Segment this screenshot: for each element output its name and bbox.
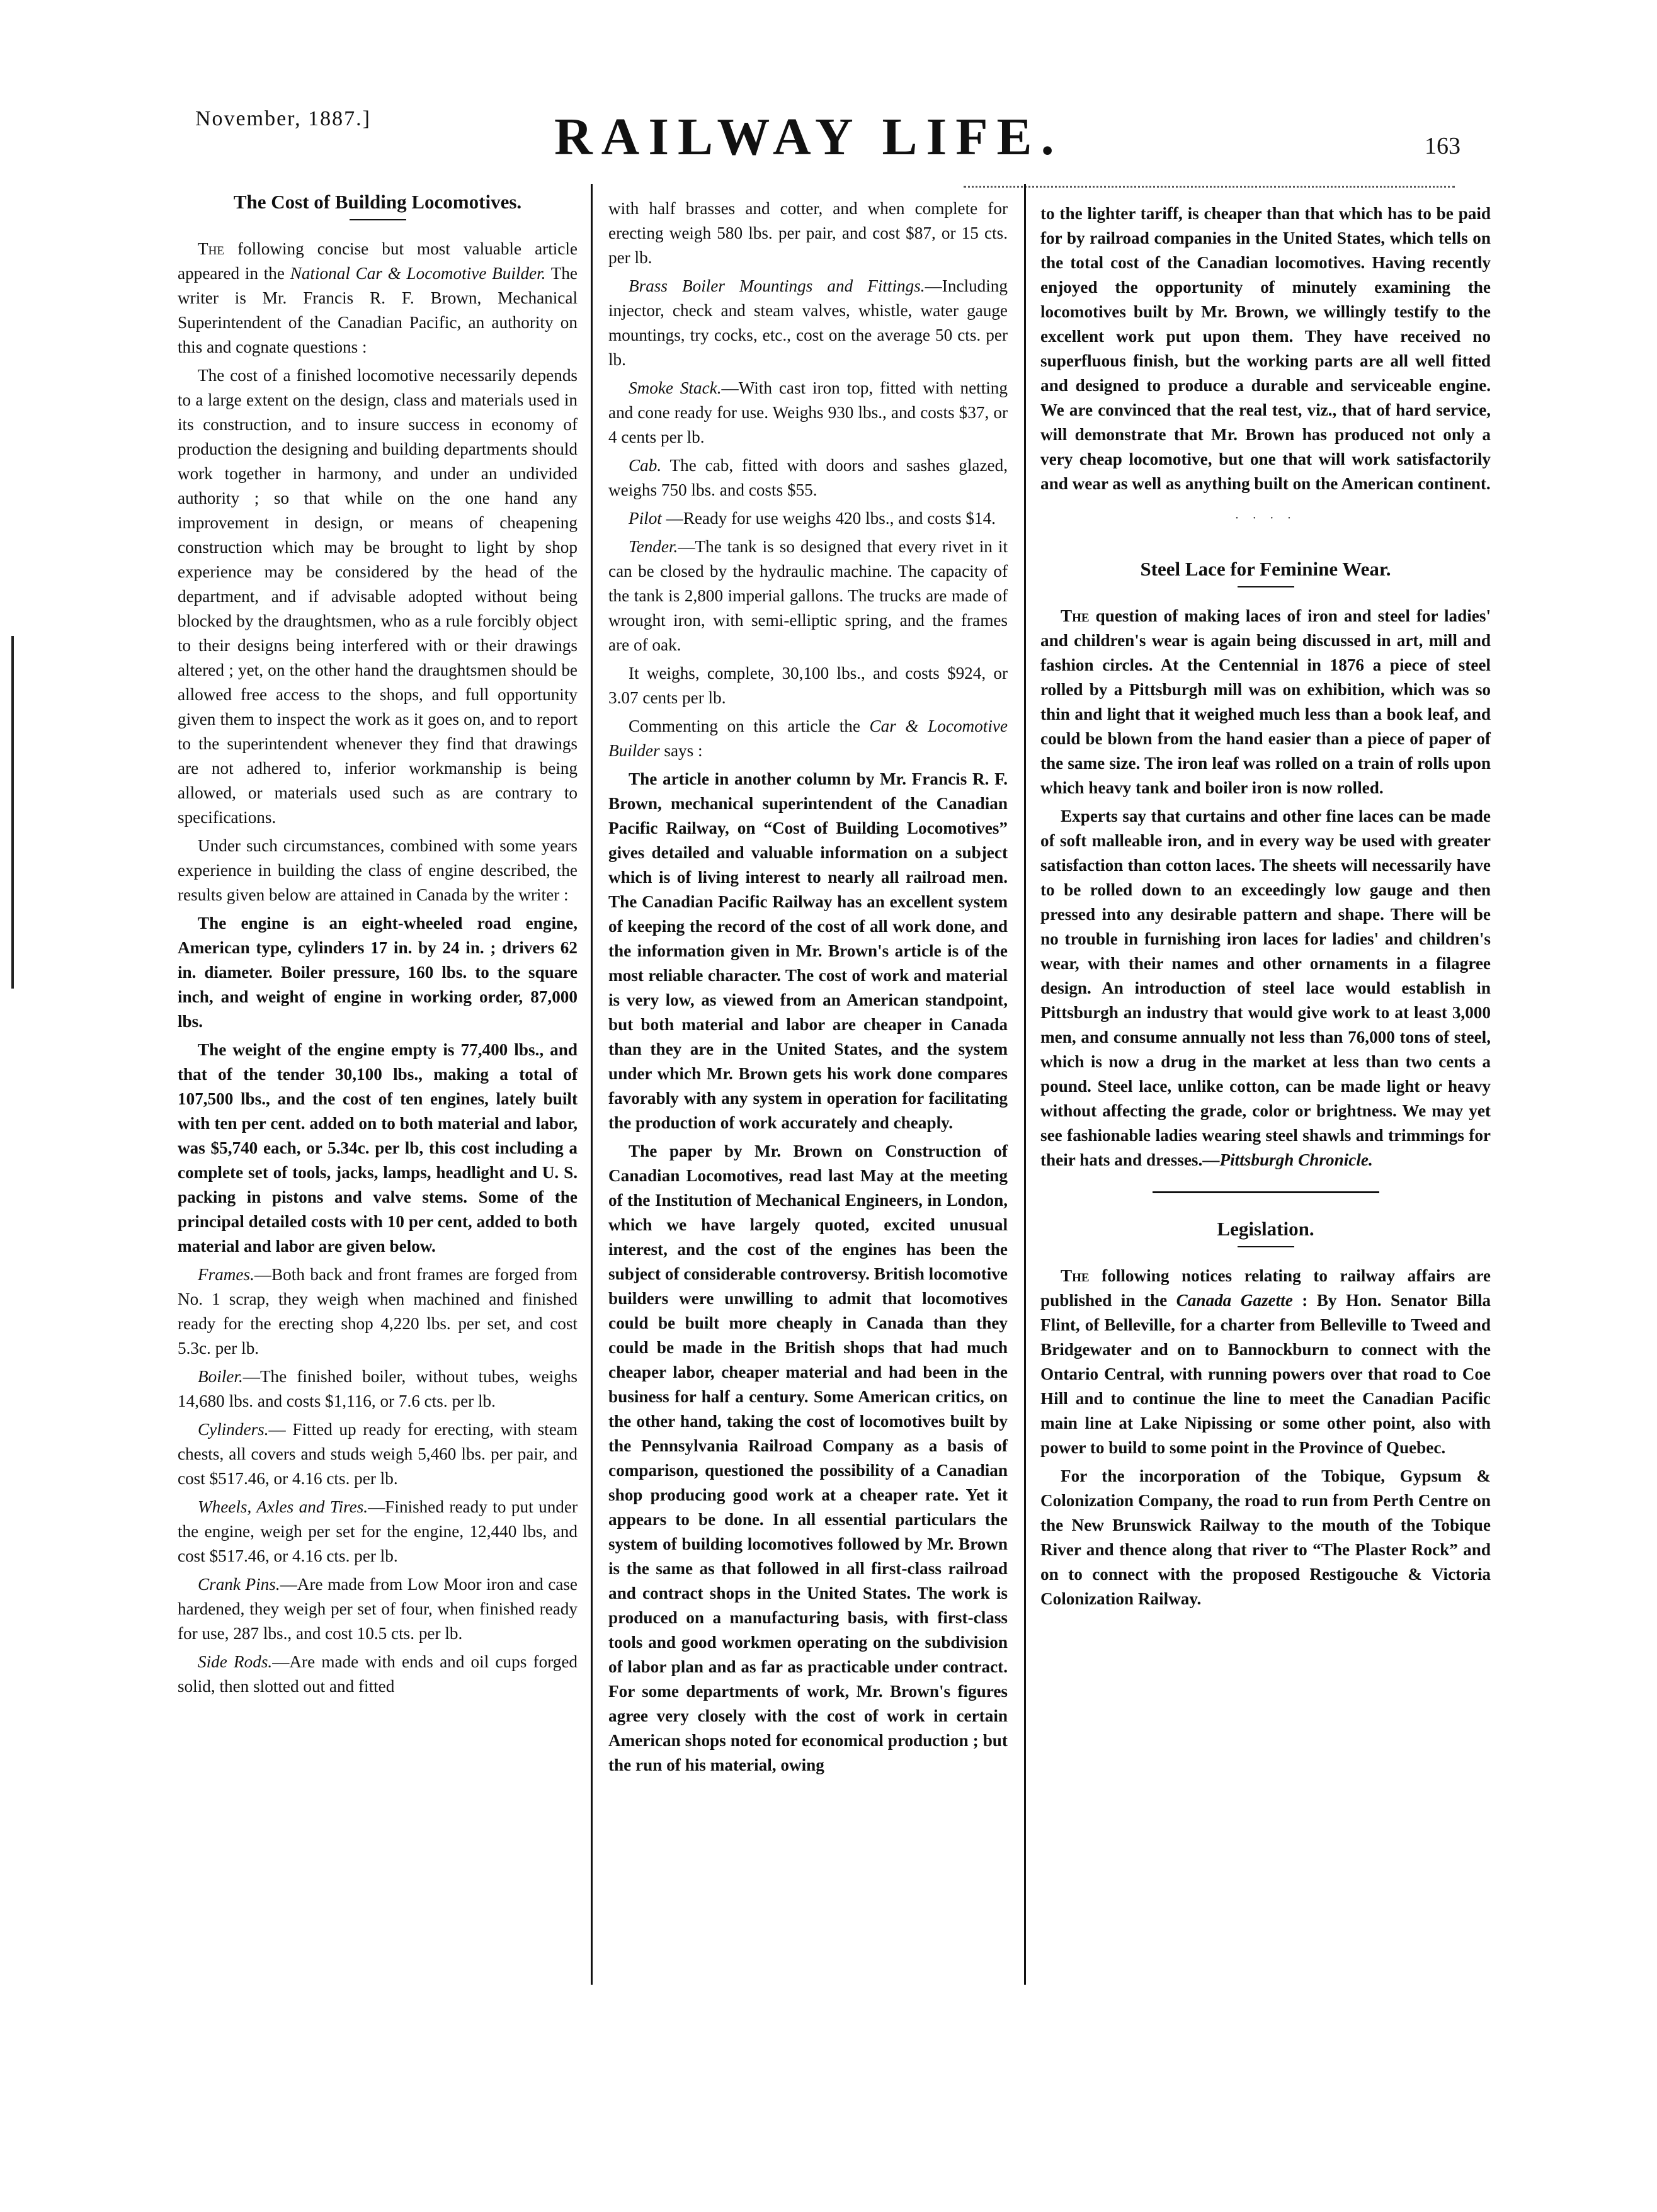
item-pilot-label: Pilot: [629, 509, 662, 528]
paragraph-tariff: to the lighter tariff, is cheaper than that which has to be paid for by railroad companies in the United States, which tells on the total cost of the Canadian locomotives. Having recently enjoyed the opportunity of minutely examining the locomotives built by Mr. Brown, we willingly testify to the excellent work put upon them. They have received no superfluous finish, but the working parts are all well fitted and designed to produce a durable and serviceable engine. We are convinced that the real test, viz., that of hard service, will demonstrate that Mr. Brown has produced not only a very cheap locomotive, but one that will work satisfactorily and wear as well as anything built on the American continent.: [1040, 204, 1491, 493]
masthead-title: RAILWAY LIFE.: [554, 108, 1063, 166]
intro-source: National Car & Locomotive Builder.: [290, 264, 546, 283]
header-dotted-rule: [964, 186, 1455, 188]
title-rule: [350, 219, 406, 220]
item-tender: [608, 535, 1008, 657]
item-boiler-label: Boiler.: [198, 1367, 243, 1386]
paragraph-circumstances: Under such circumstances, combined with some years experience in building the class of engine described, the results given below are attained in Canada by the writer :: [178, 836, 578, 904]
paragraph-rods-continued: with half brasses and cotter, and when complete for erecting weigh 580 lbs. per pair, and cost $87, or 15 cts. per lb.: [608, 199, 1008, 267]
item-cylinders-label: Cylinders.: [198, 1420, 269, 1439]
item-smoke-stack: [608, 376, 1008, 450]
column-2: [608, 196, 1008, 1781]
intro-lead-word: The: [198, 239, 224, 258]
steel-source: Pittsburgh Chronicle.: [1219, 1150, 1373, 1169]
item-crank-text: —Are made from Low Moor iron and case hardened, they weigh per set of four, when finished ready for use, 287 lbs., and cost 10.5 cts. per lb.: [178, 1575, 578, 1643]
item-side-rods: [178, 1650, 578, 1699]
column-divider-2: [1024, 184, 1026, 1985]
paragraph-weight: The weight of the engine empty is 77,400 lbs., and that of the tender 30,100 lbs., making a total of 107,500 lbs., and the cost of ten engines, lately built with ten per cent. added on to both material and labor, was $5,740 each, or 5.34c. per lb, this cost including a complete set of tools, jacks, lamps, headlight and U. S. packing in pistons and valve stems. Some of the principal detailed costs with 10 per cent, added to both material and labor are given below.: [178, 1040, 578, 1256]
item-brass-text: —Including injector, check and steam valves, whistle, water gauge mountings, try cocks, etc., cost on the average 50 cts. per lb.: [608, 276, 1008, 369]
paragraph-commenting: [608, 714, 1008, 763]
paragraph-design: The cost of a finished locomotive necessarily depends to a large extent on the design, class and materials used in its construction, and to insure success in economy of production the designing and building departments should work together in harmony, and under an undivided authority ; so that while on the one hand any improvement in design, or means of cheapening construction which may be brought to light by shop experience may be considered by the head of the department, and if advisable adopted without being blocked by the draughtsmen, who as a rule forcibly object to their designs being interfered with or their drawings altered ; yet, on the other hand the draughtsmen should be allowed free access to the shops, and full opportunity given them to inspect the work as it goes on, and to report to the superintendent whenever they find that drawings are not adhered to, inferior workmanship is being allowed, or materials used such as are contrary to specifications.: [178, 366, 578, 827]
column-1: [178, 189, 578, 1703]
item-cylinders-text: — Fitted up ready for erecting, with steam chests, all covers and studs weigh 5,460 lbs. per pair, and cost $517.46, or 4.16 cts. per lb.: [178, 1420, 578, 1488]
legislation-paragraph-2: For the incorporation of the Tobique, Gypsum & Colonization Company, the road to run from Perth Centre on the New Brunswick Railway to the mouth of the Tobique River and thence along that river to “The Plaster Rock” and on to connect with the proposed Restigouche & Victoria Colonization Railway.: [1040, 1466, 1491, 1608]
item-cylinders: [178, 1417, 578, 1491]
item-smoke-text: —With cast iron top, fitted with netting and cone ready for use. Weighs 930 lbs., and costs $37, or 4 cents per lb.: [608, 378, 1008, 446]
item-pilot: [608, 506, 1008, 531]
item-pilot-text: —Ready for use weighs 420 lbs., and costs $14.: [666, 509, 996, 528]
column-3: [1040, 201, 1491, 1615]
steel-paragraph-1: [1040, 604, 1491, 800]
item-smoke-label: Smoke Stack.: [629, 378, 722, 397]
page-header: [0, 0, 1657, 189]
item-tender-label: Tender.: [629, 537, 678, 556]
paragraph-paper: The paper by Mr. Brown on Construction of Canadian Locomotives, read last May at the meeting of the Institution of Mechanical Engineers, in London, which we have largely quoted, excited unusual interest, and the cost of the engines has been the subject of considerable controversy. British locomotive builders were unwilling to admit that locomotives could be built more cheaply in Canada than they could be made in the British shops that had much cheaper labor, cheaper material and had been in the business for half a century. Some American critics, on the other hand, taking the cost of locomotives built by the Pennsylvania Railroad Company as a basis of comparison, questioned the possibility of a Canadian shop producing good work at a cheaper rate. Yet it appears to be done. In all essential particulars the system of building locomotives followed by Mr. Brown is the same as that followed in all first-class railroad and contract shops in the United States. The work is produced on a manufacturing basis, with first-class tools and good workmen operating on the subdivision of labor plan and as far as practicable under contract. For some departments of work, Mr. Brown's figures agree very closely with the cost of work in certain American shops noted for economical production ; but the run of his material, owing: [608, 1142, 1008, 1774]
article-title-legislation: Legislation.: [1217, 1218, 1314, 1240]
commenting-text: Commenting on this article the: [629, 717, 860, 735]
commenting-source: Car & Locomotive Builder: [608, 717, 1008, 760]
commenting-says: says :: [664, 741, 703, 760]
section-dots: · · · ·: [1234, 511, 1297, 525]
item-crank-pins: [178, 1572, 578, 1646]
item-wheels: [178, 1495, 578, 1568]
paragraph-article: The article in another column by Mr. Francis R. F. Brown, mechanical superintendent of the Canadian Pacific Railway, on “Cost of Building Locomotives” gives detailed and valuable information on a subject which is of living interest to nearly all railroad men. The Canadian Pacific Railway has an excellent system of keeping the record of the cost of all work done, and the information given in Mr. Brown's article is of the most reliable character. The cost of work and material is very low, as viewed from an American standpoint, but both material and labor are cheaper in Canada than they are in the United States, and the system under which Mr. Brown gets his work done compares favorably with any system in operation for facilitating the production of work accurately and cheaply.: [608, 769, 1008, 1132]
intro-text-end: The writer is Mr. Francis R. F. Brown, Mechanical Superintendent of the Canadian Pacific, an authority on this and cognate questions :: [178, 264, 578, 356]
item-brass-label: Brass Boiler Mountings and Fittings.: [629, 276, 925, 295]
paragraph-engine: The engine is an eight-wheeled road engine, American type, cylinders 17 in. by 24 in. ; drivers 62 in. diameter. Boiler pressure, 160 lbs. to the square inch, and weight of engine in working order, 87,000 lbs.: [178, 914, 578, 1031]
item-cab: [608, 453, 1008, 502]
intro-text: following concise but most valuable article appeared in the: [178, 239, 578, 283]
legislation-lead-word: The: [1061, 1266, 1090, 1285]
legislation-source: Canada Gazette: [1176, 1291, 1293, 1310]
item-wheels-text: —Finished ready to put under the engine, weigh per set for the engine, 12,440 lbs, and cost $517.46, or 4.16 cts. per lb.: [178, 1497, 578, 1565]
intro-paragraph: [178, 237, 578, 360]
page-number: 163: [1425, 133, 1461, 159]
steel-title-rule: [1238, 586, 1294, 587]
item-rods-text: —Are made with ends and oil cups forged solid, then slotted out and fitted: [178, 1652, 578, 1696]
issue-date: November, 1887.]: [195, 107, 371, 130]
item-rods-label: Side Rods.: [198, 1652, 273, 1671]
item-frames-text: —Both back and front frames are forged from No. 1 scrap, they weigh when machined and finished ready for the erecting shop 4,220 lbs. per set, and cost 5.3c. per lb.: [178, 1265, 578, 1358]
article-title-steel-lace: Steel Lace for Feminine Wear.: [1140, 558, 1391, 580]
legislation-text-1: following notices relating to railway affairs are published in the: [1040, 1266, 1491, 1310]
steel-lead-word: The: [1061, 606, 1090, 625]
margin-mark: [11, 636, 14, 989]
item-cab-label: Cab.: [629, 456, 662, 475]
item-brass: [608, 274, 1008, 372]
steel-text-2: Experts say that curtains and other fine laces can be made of soft malleable iron, and in every way be used with greater satisfaction than cotton laces. The sheets will necessarily have to be rolled down to an exceedingly low gauge and then pressed into any desirable pattern and shape. There will be no trouble in furnishing iron laces for ladies' and children's wear, with their names and other ornaments in a filagree design. An introduction of steel lace would establish in Pittsburgh an industry that would give work to at least 3,000 men, and consume annually not less than 76,000 tons of steel, which is now a drug in the market at less than two cents a pound. Steel lace, unlike cotton, can be made light or heavy without affecting the grade, color or brightness. We may yet see fashionable ladies wearing steel shawls and trimmings for their hats and dresses.—: [1040, 807, 1491, 1169]
paragraph-tender-weight: It weighs, complete, 30,100 lbs., and costs $924, or 3.07 cents per lb.: [608, 664, 1008, 707]
article-title-locomotives: The Cost of Building Locomotives.: [233, 191, 522, 213]
item-crank-label: Crank Pins.: [198, 1575, 280, 1594]
item-cab-text: The cab, fitted with doors and sashes glazed, weighs 750 lbs. and costs $55.: [608, 456, 1008, 499]
item-wheels-label: Wheels, Axles and Tires.: [198, 1497, 368, 1516]
column-divider-1: [591, 184, 593, 1985]
item-boiler-text: —The finished boiler, without tubes, weighs 14,680 lbs. and costs $1,116, or 7.6 cts. per lb.: [178, 1367, 578, 1410]
legislation-paragraph-1: [1040, 1264, 1491, 1460]
section-separator-rule: [1153, 1191, 1379, 1193]
legislation-text-1-end: : By Hon. Senator Billa Flint, of Belleville, for a charter from Belleville to Tweed and Bridgewater and on to Bannockburn to connect with the Ontario Central, with running powers over that road to Coe Hill and to continue the line to meet the Canadian Pacific main line at Lake Nipissing or some other point, also with power to build to some point in the Province of Quebec.: [1040, 1291, 1491, 1457]
item-frames-label: Frames.: [198, 1265, 254, 1284]
steel-text-1: question of making laces of iron and steel for ladies' and children's wear is again being discussed in art, mill and fashion circles. At the Centennial in 1876 a piece of steel rolled by a Pittsburgh mill was on exhibition, which was so thin and light that it weighed much less than a book leaf, and could be blown from the hand easier than a piece of paper of the same size. The iron leaf was rolled on a train of rolls upon which heavy tank and boiler iron is now rolled.: [1040, 606, 1491, 797]
item-tender-text: —The tank is so designed that every rivet in it can be closed by the hydraulic machine. The capacity of the tank is 2,800 imperial gallons. The trucks are made of wrought iron, with semi-elliptic spring, and the frames are of oak.: [608, 537, 1008, 654]
item-frames: [178, 1262, 578, 1361]
item-boiler: [178, 1364, 578, 1414]
legislation-title-rule: [1238, 1246, 1294, 1247]
steel-paragraph-2: [1040, 804, 1491, 1172]
